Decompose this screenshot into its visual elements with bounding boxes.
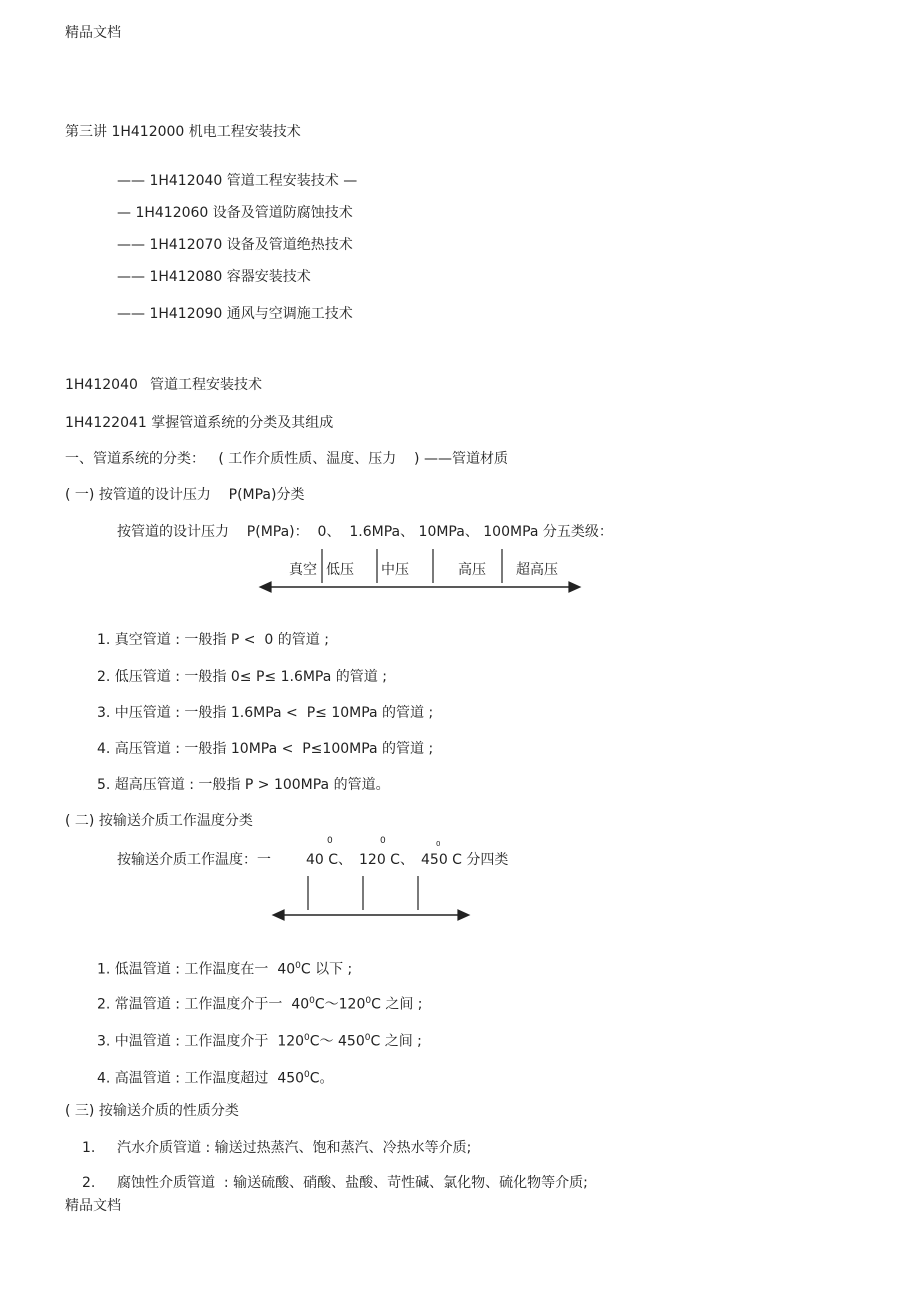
pressure-item: 2. 低压管道 : 一般指 0≤ P≤ 1.6MPa 的管道 ;	[97, 669, 387, 685]
temperature-item: 2. 常温管道 : 工作温度介于一 $40^0C\sim 120^0C$ 之间 ;	[97, 996, 423, 1013]
temperature-item: 4. 高温管道 : 工作温度超过 $450^0C$。	[97, 1070, 334, 1087]
scale-label-high: 高压	[458, 562, 486, 578]
arrow-left-icon	[273, 910, 284, 920]
temperature-item: 1. 低温管道 : 工作温度在一 $40^0C$ 以下 ;	[97, 961, 353, 978]
scale-label-vacuum: 真空	[289, 562, 317, 578]
pressure-item: 3. 中压管道 : 一般指 1.6MPa < P≤ 10MPa 的管道 ;	[97, 705, 434, 721]
arrow-right-icon	[458, 910, 469, 920]
section-code: 1H412040	[65, 377, 138, 393]
medium-heading: ( 三) 按输送介质的性质分类	[65, 1103, 239, 1119]
pressure-item: 5. 超高压管道 : 一般指 P > 100MPa 的管道。	[97, 777, 390, 793]
medium-item: 汽水介质管道 : 输送过热蒸汽、饱和蒸汽、冷热水等介质;	[117, 1140, 472, 1156]
page-footer: 精品文档	[65, 1198, 121, 1214]
pressure-scale	[260, 549, 580, 592]
medium-item-number: 2.	[82, 1175, 96, 1191]
pressure-item: 4. 高压管道 : 一般指 10MPa < P≤100MPa 的管道 ;	[97, 741, 434, 757]
degree-superscript: 0	[380, 836, 386, 846]
lecture-title: 第三讲 1H412000 机电工程安装技术	[65, 124, 301, 140]
temperature-value: 120 C、	[359, 852, 414, 868]
scale-label-medium: 中压	[381, 562, 409, 578]
arrow-right-icon	[569, 582, 580, 592]
pressure-intro: 按管道的设计压力 P(MPa)： 0、 1.6MPa、 10MPa、 100MPa 分五类级：	[117, 524, 613, 540]
pressure-heading: ( 一) 按管道的设计压力 P(MPa)分类	[65, 487, 305, 503]
toc-item: —— 1H412090 通风与空调施工技术	[117, 306, 353, 322]
scale-label-low: 低压	[326, 562, 354, 578]
medium-item: 腐蚀性介质管道 : 输送硫酸、硝酸、盐酸、苛性碱、氯化物、硫化物等介质;	[117, 1175, 588, 1191]
scale-label-ultrahigh: 超高压	[516, 562, 558, 578]
section-title: 管道工程安装技术	[150, 377, 262, 393]
temperature-item: 3. 中温管道 : 工作温度介于 $120^0C\sim$ $450^0C$ 之间 ;	[97, 1033, 422, 1050]
temperature-intro: 按输送介质工作温度：一	[117, 852, 271, 868]
temperature-heading: ( 二) 按输送介质工作温度分类	[65, 813, 253, 829]
temperature-scale	[273, 876, 469, 920]
medium-item-number: 1.	[82, 1140, 96, 1156]
arrow-left-icon	[260, 582, 271, 592]
subsection-title: 1H4122041 掌握管道系统的分类及其组成	[65, 415, 334, 431]
toc-item: —— 1H412070 设备及管道绝热技术	[117, 237, 353, 253]
page-header: 精品文档	[65, 25, 121, 41]
toc-item: —— 1H412040 管道工程安装技术 —	[117, 173, 358, 189]
temperature-value: 450 C 分四类	[421, 852, 509, 868]
toc-item: — 1H412060 设备及管道防腐蚀技术	[117, 205, 353, 221]
classification-heading: 一、管道系统的分类： ( 工作介质性质、温度、压力 ) ——管道材质	[65, 451, 508, 467]
toc-item: —— 1H412080 容器安装技术	[117, 269, 311, 285]
degree-superscript: 0	[436, 840, 441, 848]
degree-superscript: 0	[327, 836, 333, 846]
pressure-item: 1. 真空管道 : 一般指 P < 0 的管道 ;	[97, 632, 329, 648]
temperature-value: 40 C、	[306, 852, 353, 868]
